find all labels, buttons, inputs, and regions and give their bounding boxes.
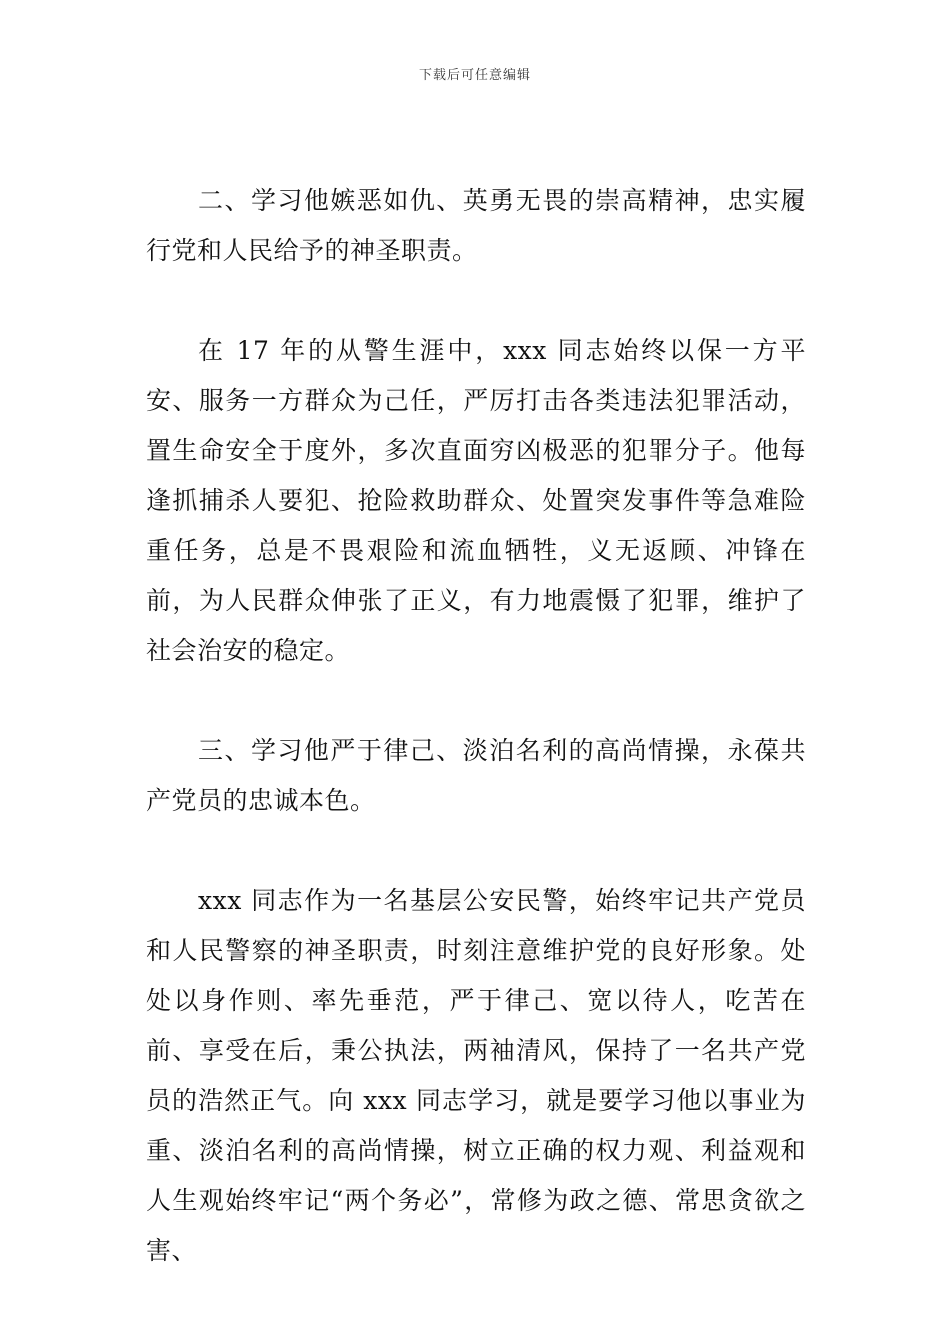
paragraph-section-three-heading: 三、学习他严于律己、淡泊名利的高尚情操，永葆共产党员的忠诚本色。 [146, 736, 806, 815]
paragraph-gap [146, 826, 806, 876]
document-body [146, 176, 806, 1276]
paragraph-gap [146, 676, 806, 726]
page-header: 下载后可任意编辑 [418, 68, 531, 83]
paragraph-gap [146, 276, 806, 326]
paragraph-section-two-body: 在 17 年的从警生涯中，xxx 同志始终以保一方平安、服务一方群众为己任，严厉打击各类违法犯罪活动，置生命安全于度外，多次直面穷凶极恶的犯罪分子。他每逢抓捕杀人要犯、抢险救助群众、处置突发事件等急难险重任务，总是不畏艰险和流血牺牲，义无返顾、冲锋在前，为人民群众伸张了正义，有力地震慑了犯罪，维护了社会治安的稳定。 [146, 336, 806, 665]
paragraph-section-three-body: xxx 同志作为一名基层公安民警，始终牢记共产党员和人民警察的神圣职责，时刻注意维护党的良好形象。处处以身作则、率先垂范，严于律己、宽以待人，吃苦在前、享受在后，秉公执法，两袖清风，保持了一名共产党员的浩然正气。向 xxx 同志学习，就是要学习他以事业为重、淡泊名利的高尚情操，树立正确的权力观、利益观和人生观始终牢记“两个务必”，常修为政之德、常思贪欲之害、 [146, 886, 806, 1265]
paragraph-section-two-heading: 二、学习他嫉恶如仇、英勇无畏的崇高精神，忠实履行党和人民给予的神圣职责。 [146, 186, 806, 265]
